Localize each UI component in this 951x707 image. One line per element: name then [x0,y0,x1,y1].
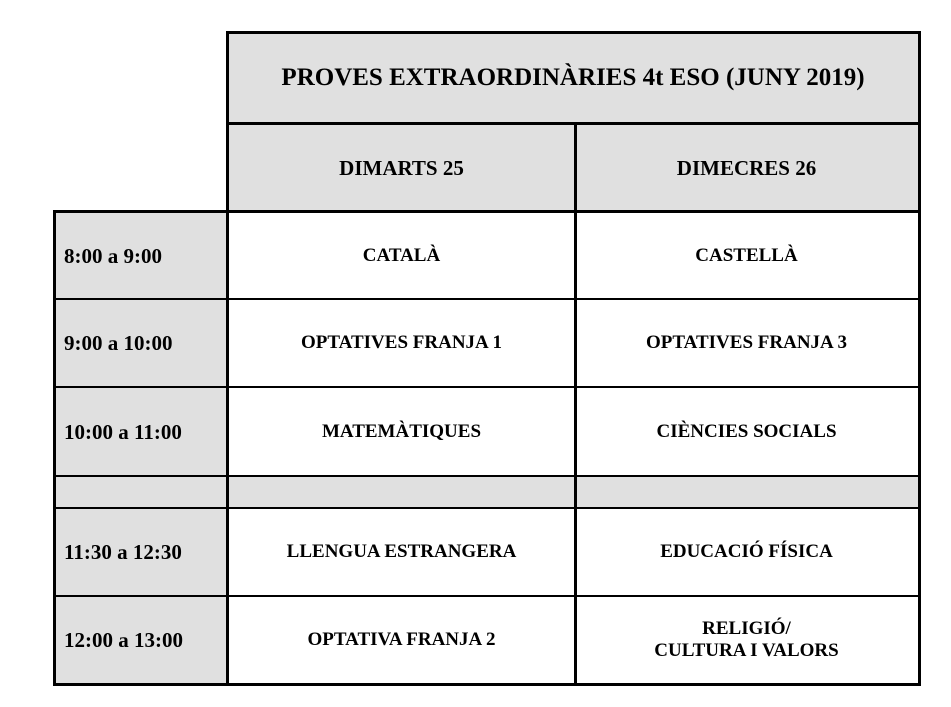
exam-cell-3-tuesday: MATEMÀTIQUES [228,387,575,476]
exam-cell-5-wednesday-line1: RELIGIÓ/ [702,618,791,639]
time-slot-4: 11:30 a 12:30 [55,508,228,596]
exam-cell-2-wednesday: OPTATIVES FRANJA 3 [575,299,918,387]
table-title: PROVES EXTRAORDINÀRIES 4t ESO (JUNY 2019) [228,33,918,123]
exam-cell-4-tuesday: LLENGUA ESTRANGERA [228,508,575,596]
border-bottom [53,683,921,686]
border-row4-bottom [53,595,921,597]
exam-cell-1-wednesday: CASTELLÀ [575,212,918,299]
exam-cell-2-tuesday: OPTATIVES FRANJA 1 [228,299,575,387]
border-right [918,31,921,686]
time-slot-5: 12:00 a 13:00 [55,596,228,684]
day-header-wednesday: DIMECRES 26 [575,123,918,212]
border-left [53,210,56,686]
border-top [226,31,921,34]
exam-cell-4-wednesday: EDUCACIÓ FÍSICA [575,508,918,596]
exam-cell-1-tuesday: CATALÀ [228,212,575,299]
break-row [55,476,918,508]
border-row2-bottom [53,386,921,388]
border-header-bottom [53,210,921,213]
exam-cell-3-wednesday: CIÈNCIES SOCIALS [575,387,918,476]
border-time-column [226,31,229,686]
border-break-bottom [53,507,921,509]
exam-cell-5-tuesday: OPTATIVA FRANJA 2 [228,596,575,684]
day-header-tuesday: DIMARTS 25 [228,123,575,212]
exam-cell-5-wednesday [575,596,918,684]
time-slot-3: 10:00 a 11:00 [55,387,228,476]
border-row3-bottom [53,475,921,477]
time-slot-2: 9:00 a 10:00 [55,299,228,387]
border-day-divider [574,122,577,686]
border-row1-bottom [53,298,921,300]
time-slot-1: 8:00 a 9:00 [55,212,228,299]
exam-cell-5-wednesday-line2: CULTURA I VALORS [654,640,839,661]
